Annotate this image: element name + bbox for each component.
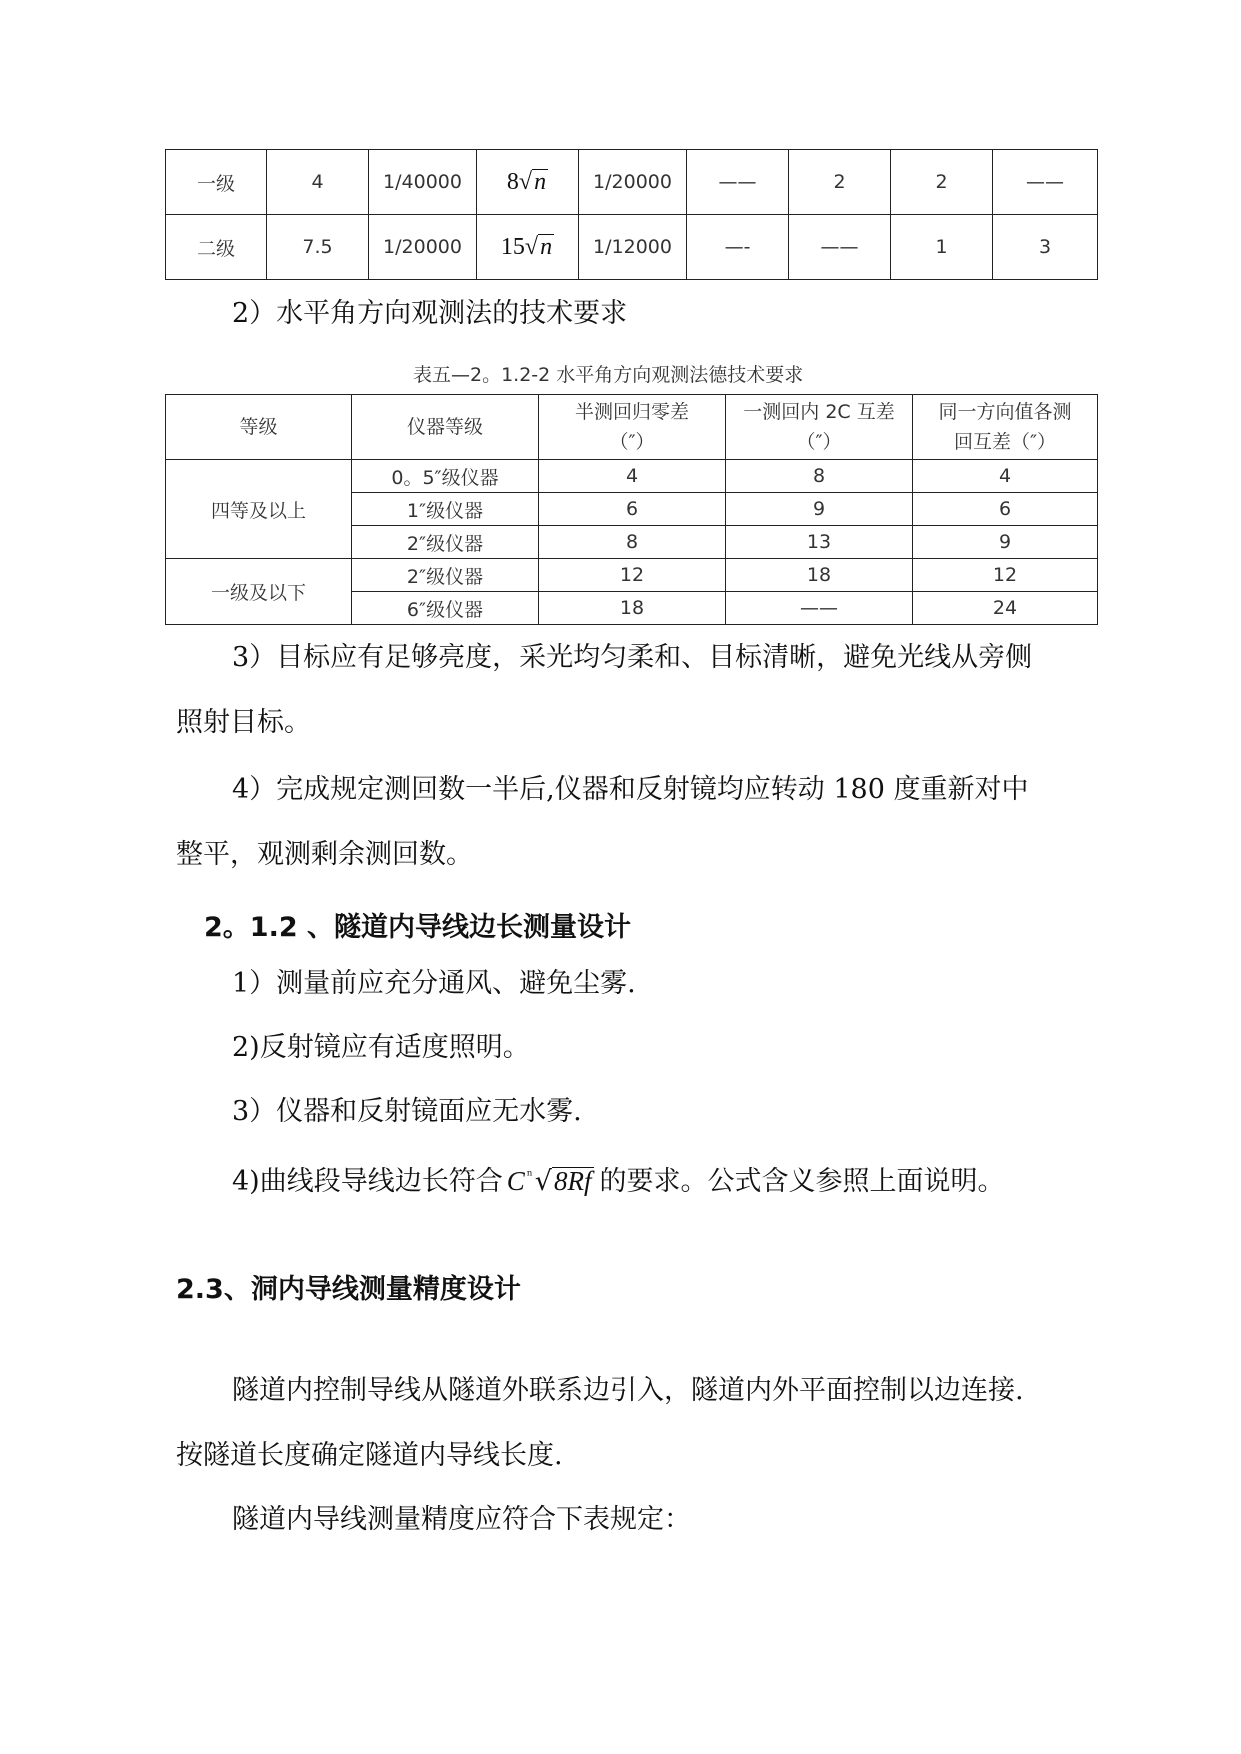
table-cell: ——: [789, 215, 891, 280]
table-cell: ——: [687, 150, 789, 215]
formula-coefficient: 8: [506, 168, 519, 195]
table-caption: 表五—2。1.2-2 水平角方向观测法德技术要求: [413, 364, 804, 386]
header-line: 一测回内 2C 互差: [743, 401, 895, 423]
table-cell: 13: [726, 526, 913, 559]
paragraph-2: 2）水平角方向观测法的技术要求: [232, 298, 628, 329]
formula-radicand: n: [534, 168, 547, 195]
table-cell: 2: [891, 150, 993, 215]
section-heading-2-3: 2.3、洞内导线测量精度设计: [176, 1274, 521, 1305]
table-cell: 2″级仪器: [352, 526, 539, 559]
formula-symbol: ⁿ: [526, 1168, 533, 1184]
table-cell: 12: [913, 559, 1098, 592]
formula-cell: 15√n: [477, 215, 579, 280]
header-cell: [913, 395, 1098, 460]
header-cell: 等级: [166, 395, 352, 460]
table-cell: 二级: [166, 215, 267, 280]
paragraph-3-line-2: 照射目标。: [176, 707, 311, 738]
list-item-4-prefix: 4)曲线段导线边长符合: [232, 1166, 503, 1197]
list-item-1: 1）测量前应充分通风、避免尘雾.: [232, 968, 636, 999]
section-heading-2-1-2: 2。1.2 、隧道内导线边长测量设计: [204, 912, 632, 943]
table-cell: 1/20000: [579, 150, 687, 215]
table-cell: 2″级仪器: [352, 559, 539, 592]
table-cell: 1″级仪器: [352, 493, 539, 526]
table-cell: 1: [891, 215, 993, 280]
body-paragraph-1-line-1: 隧道内控制导线从隧道外联系边引入，隧道内外平面控制以边连接.: [232, 1375, 1024, 1406]
group-cell: 四等及以上: [166, 460, 352, 559]
table-cell: 1/20000: [369, 215, 477, 280]
table-cell: 7.5: [267, 215, 369, 280]
formula-radicand: 8Rf: [554, 1166, 592, 1196]
body-paragraph-2: 隧道内导线测量精度应符合下表规定：: [232, 1504, 691, 1535]
header-line: （″）: [609, 431, 655, 453]
table-cell: 4: [913, 460, 1098, 493]
table-cell: 18: [539, 592, 726, 625]
table-row: [166, 215, 1098, 280]
precision-table-1: [165, 149, 1098, 280]
table-cell: 24: [913, 592, 1098, 625]
table-cell: 8: [726, 460, 913, 493]
header-line: 半测回归零差: [574, 401, 689, 423]
table-row: [166, 559, 1098, 592]
table-cell: 9: [726, 493, 913, 526]
formula-c: C: [506, 1166, 525, 1196]
table-cell: ——: [993, 150, 1098, 215]
list-item-4: 4)曲线段导线边长符合 C $^{^n}$√8Rf 的要求。公式含义参照上面说明。: [232, 1166, 1005, 1197]
list-item-2: 2)反射镜应有适度照明。: [232, 1032, 530, 1063]
table-cell: 3: [993, 215, 1098, 280]
table-cell: 4: [267, 150, 369, 215]
table-cell: 1/40000: [369, 150, 477, 215]
group-cell: 一级及以下: [166, 559, 352, 625]
table-header-row: [166, 395, 1098, 460]
observation-requirements-table: [165, 394, 1098, 625]
table-cell: 4: [539, 460, 726, 493]
table-row: [166, 460, 1098, 493]
table-row: [166, 150, 1098, 215]
header-cell: 仪器等级: [352, 395, 539, 460]
table-cell: 18: [726, 559, 913, 592]
table-cell: 0。5″级仪器: [352, 460, 539, 493]
list-item-4-suffix: 的要求。公式含义参照上面说明。: [599, 1166, 1005, 1197]
table-cell: 6: [913, 493, 1098, 526]
list-item-3: 3）仪器和反射镜面应无水雾.: [232, 1096, 582, 1127]
body-paragraph-1-line-2: 按隧道长度确定隧道内导线长度.: [176, 1440, 563, 1471]
table-cell: 一级: [166, 150, 267, 215]
table-cell: —-: [687, 215, 789, 280]
header-line: 同一方向值各测: [938, 401, 1072, 423]
paragraph-4-line-2: 整平，观测剩余测回数。: [176, 839, 473, 870]
table-cell: 6: [539, 493, 726, 526]
table-cell: 2: [789, 150, 891, 215]
table-cell: 12: [539, 559, 726, 592]
formula-cell: 8√n: [477, 150, 579, 215]
table-cell: 8: [539, 526, 726, 559]
formula-radicand: n: [540, 233, 553, 260]
header-cell: [726, 395, 913, 460]
formula-coefficient: 15: [500, 233, 525, 260]
table-cell: 9: [913, 526, 1098, 559]
table-cell: 1/12000: [579, 215, 687, 280]
table-cell: 6″级仪器: [352, 592, 539, 625]
header-line: （″）: [796, 431, 842, 453]
paragraph-3-line-1: 3）目标应有足够亮度，采光均匀柔和、目标清晰，避免光线从旁侧: [232, 642, 1033, 673]
table-cell: ——: [726, 592, 913, 625]
header-cell: [539, 395, 726, 460]
paragraph-4-line-1: 4）完成规定测回数一半后,仪器和反射镜均应转动 180 度重新对中: [232, 774, 1029, 805]
header-line: 回互差（″）: [953, 431, 1057, 453]
